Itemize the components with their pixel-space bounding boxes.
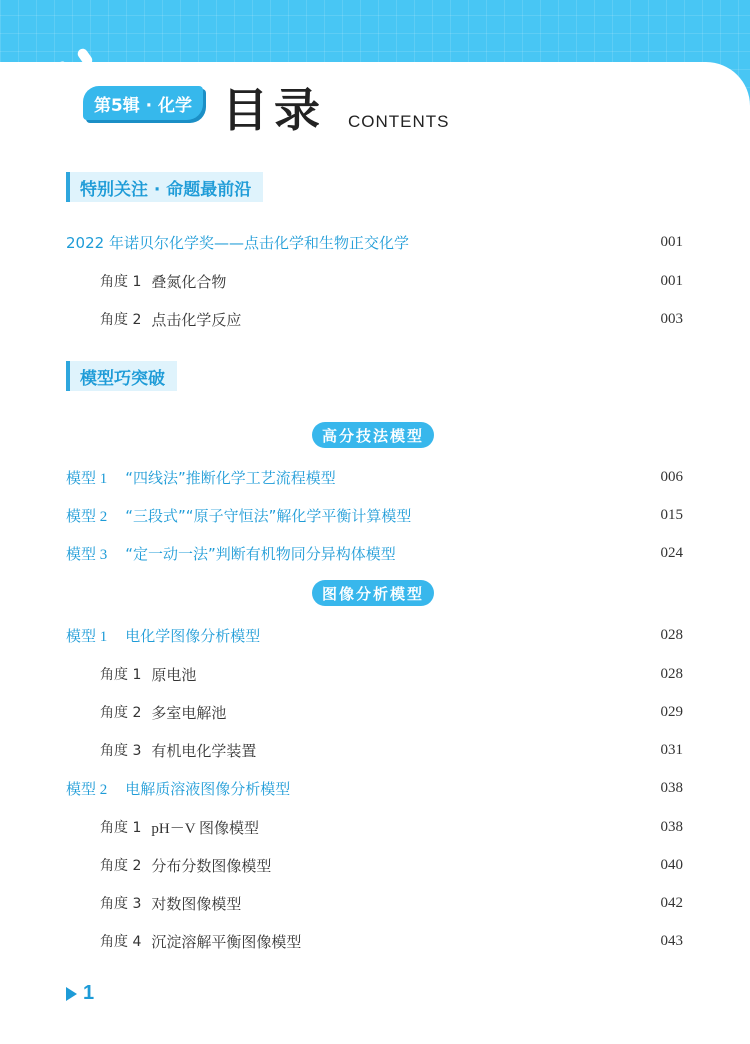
page-title-en: CONTENTS — [348, 112, 450, 131]
toc-entry-prefix: 角度 1 — [100, 274, 142, 290]
toc-entry-title: 多室电解池 — [151, 703, 227, 722]
toc-entry-prefix: 角度 2 — [100, 312, 142, 328]
section-heading-focus — [66, 172, 263, 202]
toc-subentry[interactable] — [100, 662, 683, 686]
toc-entry-prefix: 角度 2 — [100, 858, 142, 874]
sub-banner-label: 高分技法模型 — [322, 426, 425, 445]
toc-entry-prefix: 角度 3 — [100, 896, 142, 912]
toc-subentry[interactable] — [100, 891, 683, 915]
toc-entry-title: 2022 年诺贝尔化学奖——点击化学和生物正交化学 — [66, 233, 409, 252]
toc-entry-prefix: 角度 3 — [100, 743, 142, 759]
toc-subentry[interactable] — [100, 307, 683, 331]
toc-entry-prefix: 角度 1 — [100, 820, 142, 836]
toc-entry-page: 001 — [660, 233, 683, 250]
toc-subentry[interactable] — [100, 815, 683, 839]
toc-entry-prefix: 角度 4 — [100, 934, 142, 950]
page-number — [66, 982, 94, 1005]
toc-entry-title: “三段式”“原子守恒法”解化学平衡计算模型 — [125, 506, 412, 525]
toc-entry-title: 分布分数图像模型 — [151, 856, 272, 875]
toc-entry-title: “四线法”推断化学工艺流程模型 — [125, 468, 336, 487]
toc-entry-title: 沉淀溶解平衡图像模型 — [151, 932, 302, 951]
page-number-label: 1 — [83, 982, 95, 1004]
toc-entry-page: 043 — [660, 932, 683, 949]
toc-entry[interactable] — [66, 541, 683, 565]
toc-subentry[interactable] — [100, 929, 683, 953]
toc-entry-title: 叠氮化合物 — [151, 272, 227, 291]
section-heading-label: 特别关注 · 命题最前沿 — [80, 179, 252, 200]
sub-banner-techniques — [312, 422, 434, 448]
page-title: 目录 — [222, 83, 326, 137]
section-heading-label: 模型巧突破 — [80, 368, 165, 389]
toc-entry-page: 029 — [660, 703, 683, 720]
toc-entry-prefix: 模型 2 — [66, 508, 108, 525]
toc-entry-title: 电解质溶液图像分析模型 — [125, 779, 291, 798]
toc-entry-page: 028 — [660, 626, 683, 643]
toc-entry-title: 电化学图像分析模型 — [125, 626, 261, 645]
toc-entry-page: 015 — [660, 506, 683, 523]
toc-entry[interactable] — [66, 623, 683, 647]
toc-entry-page: 038 — [660, 779, 683, 796]
toc-entry[interactable] — [66, 465, 683, 489]
toc-subentry[interactable] — [100, 269, 683, 293]
toc-entry-title: pH－V 图像模型 — [151, 820, 260, 837]
toc-entry-prefix: 模型 1 — [66, 470, 108, 487]
toc-entry-page: 031 — [660, 741, 683, 758]
toc-entry-title: 点击化学反应 — [151, 310, 242, 329]
toc-entry-page: 006 — [660, 468, 683, 485]
toc-entry-page: 028 — [660, 665, 683, 682]
toc-entry-title: “定一动一法”判断有机物同分异构体模型 — [125, 544, 396, 563]
issue-badge: 第5辑 · 化学 — [83, 86, 203, 120]
toc-entry-page: 001 — [660, 272, 683, 289]
toc-entry-prefix: 模型 2 — [66, 781, 108, 798]
toc-entry-page: 040 — [660, 856, 683, 873]
toc-entry-page: 024 — [660, 544, 683, 561]
toc-entry-prefix: 角度 1 — [100, 667, 142, 683]
toc-entry-prefix: 模型 1 — [66, 628, 108, 645]
toc-entry-page: 042 — [660, 894, 683, 911]
toc-subentry[interactable] — [100, 700, 683, 724]
triangle-right-icon — [66, 987, 77, 1001]
toc-subentry[interactable] — [100, 853, 683, 877]
toc-entry-title: 对数图像模型 — [151, 894, 242, 913]
toc-entry-page: 038 — [660, 818, 683, 835]
toc-entry-page: 003 — [660, 310, 683, 327]
toc-entry[interactable] — [66, 776, 683, 800]
sub-banner-label: 图像分析模型 — [322, 584, 425, 603]
toc-entry-prefix: 模型 3 — [66, 546, 108, 563]
toc-entry[interactable] — [66, 503, 683, 527]
toc-subentry[interactable] — [100, 738, 683, 762]
section-heading-models — [66, 361, 177, 391]
sub-banner-graph-analysis — [312, 580, 434, 606]
toc-entry-title: 有机电化学装置 — [151, 741, 257, 760]
toc-entry[interactable] — [66, 230, 683, 254]
toc-entry-prefix: 角度 2 — [100, 705, 142, 721]
toc-entry-title: 原电池 — [151, 665, 197, 684]
